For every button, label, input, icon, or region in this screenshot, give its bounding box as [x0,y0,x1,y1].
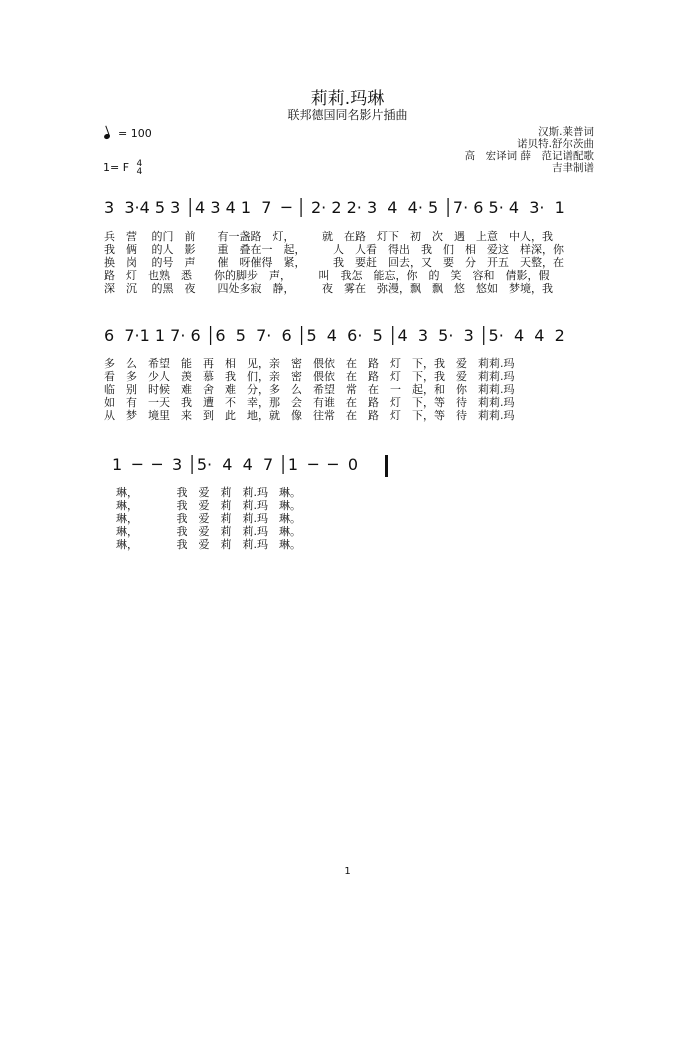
lyric-line-2-3: 临 别 时候 难 舍 难 分，多 么 希望 常 在 一 起，和 你 莉莉.玛 [104,383,515,396]
lyric-line-1-3: 换 岗 的号 声 催 呀催得 紧， 我 要赶 回去，又 要 分 开五 天整，在 [104,256,564,269]
notes-text: 3 3·4 5 3 │4 3 4 1 7 ─ │ 2· 2 2· 3 4 4· 5 │7· 6 5· 4 3· 1 [104,198,565,217]
credit-lyricist: 汉斯.莱普词 [538,126,594,138]
notes-line-1 [104,198,604,226]
lyric-line-1-1: 兵 营 的门 前 有一盏路 灯， 就 在路 灯下 初 次 遇 上意 中人，我 [104,230,553,243]
notes-line-3 [112,455,412,483]
lyric-line-3-3: 琳， 我 爱 莉 莉.玛 琳。 [116,512,301,525]
key-signature [103,160,142,176]
notes-text: 6 7·1 1 7· 6 │6 5 7· 6 │5 4 6· 5 │4 3 5· 3 │5· 4 4 2 [104,326,565,345]
song-title: 莉莉.玛琳 [310,89,385,109]
notes-text: 1 ─ ─ 3 │5· 4 4 7 │1 ─ ─ 0 [112,455,359,474]
time-signature-top: 4 [136,159,143,169]
page-number: 1 [344,866,351,877]
lyric-line-3-5: 琳， 我 爱 莉 莉.玛 琳。 [116,538,301,551]
tempo-value: = 100 [118,127,152,140]
credit-translator: 高 宏译词 薛 范记谱配歌 [464,150,594,162]
lyric-line-1-4: 路 灯 也熟 悉 你的脚步 声， 叫 我怎 能忘，你 的 笑 容和 倩影，假 [104,269,550,282]
score-system-3 [112,455,412,483]
lyric-line-3-2: 琳， 我 爱 莉 莉.玛 琳。 [116,499,301,512]
credit-composer: 诺贝特.舒尔茨曲 [517,138,594,150]
score-system-1 [104,198,604,226]
tempo-marking [104,127,152,140]
time-signature-bottom: 4 [136,167,143,177]
lyric-line-2-5: 从 梦 境里 来 到 此 地，就 像 往常 在 路 灯 下，等 待 莉莉.玛 [104,409,515,422]
credit-engraver: 吉聿制谱 [552,162,594,174]
lyric-line-2-2: 看 多 少人 羡 慕 我 们，亲 密 偎依 在 路 灯 下，我 爱 莉莉.玛 [104,370,515,383]
song-subtitle: 联邦德国同名影片插曲 [287,108,408,122]
lyric-line-2-1: 多 么 希望 能 再 相 见，亲 密 偎依 在 路 灯 下，我 爱 莉莉.玛 [104,357,515,370]
lyric-line-3-4: 琳， 我 爱 莉 莉.玛 琳。 [116,525,301,538]
time-signature [137,160,143,176]
key-value: 1= F [103,161,130,174]
lyric-line-2-4: 如 有 一天 我 遭 不 幸，那 会 有谁 在 路 灯 下，等 待 莉莉.玛 [104,396,515,409]
credits [465,126,594,174]
final-barline [385,455,388,477]
lyric-line-3-1: 琳， 我 爱 莉 莉.玛 琳。 [116,486,301,499]
quarter-note-icon [103,133,110,140]
score-system-2 [104,326,604,354]
notes-line-2 [104,326,604,354]
lyric-line-1-2: 我 俩 的人 影 重 叠在一 起， 人 人看 得出 我 们 相 爱这 样深，你 [104,243,564,256]
lyric-line-1-5: 深 沉 的黑 夜 四处多寂 静， 夜 雾在 弥漫，飘 飘 悠 悠如 梦境，我 [104,282,553,295]
